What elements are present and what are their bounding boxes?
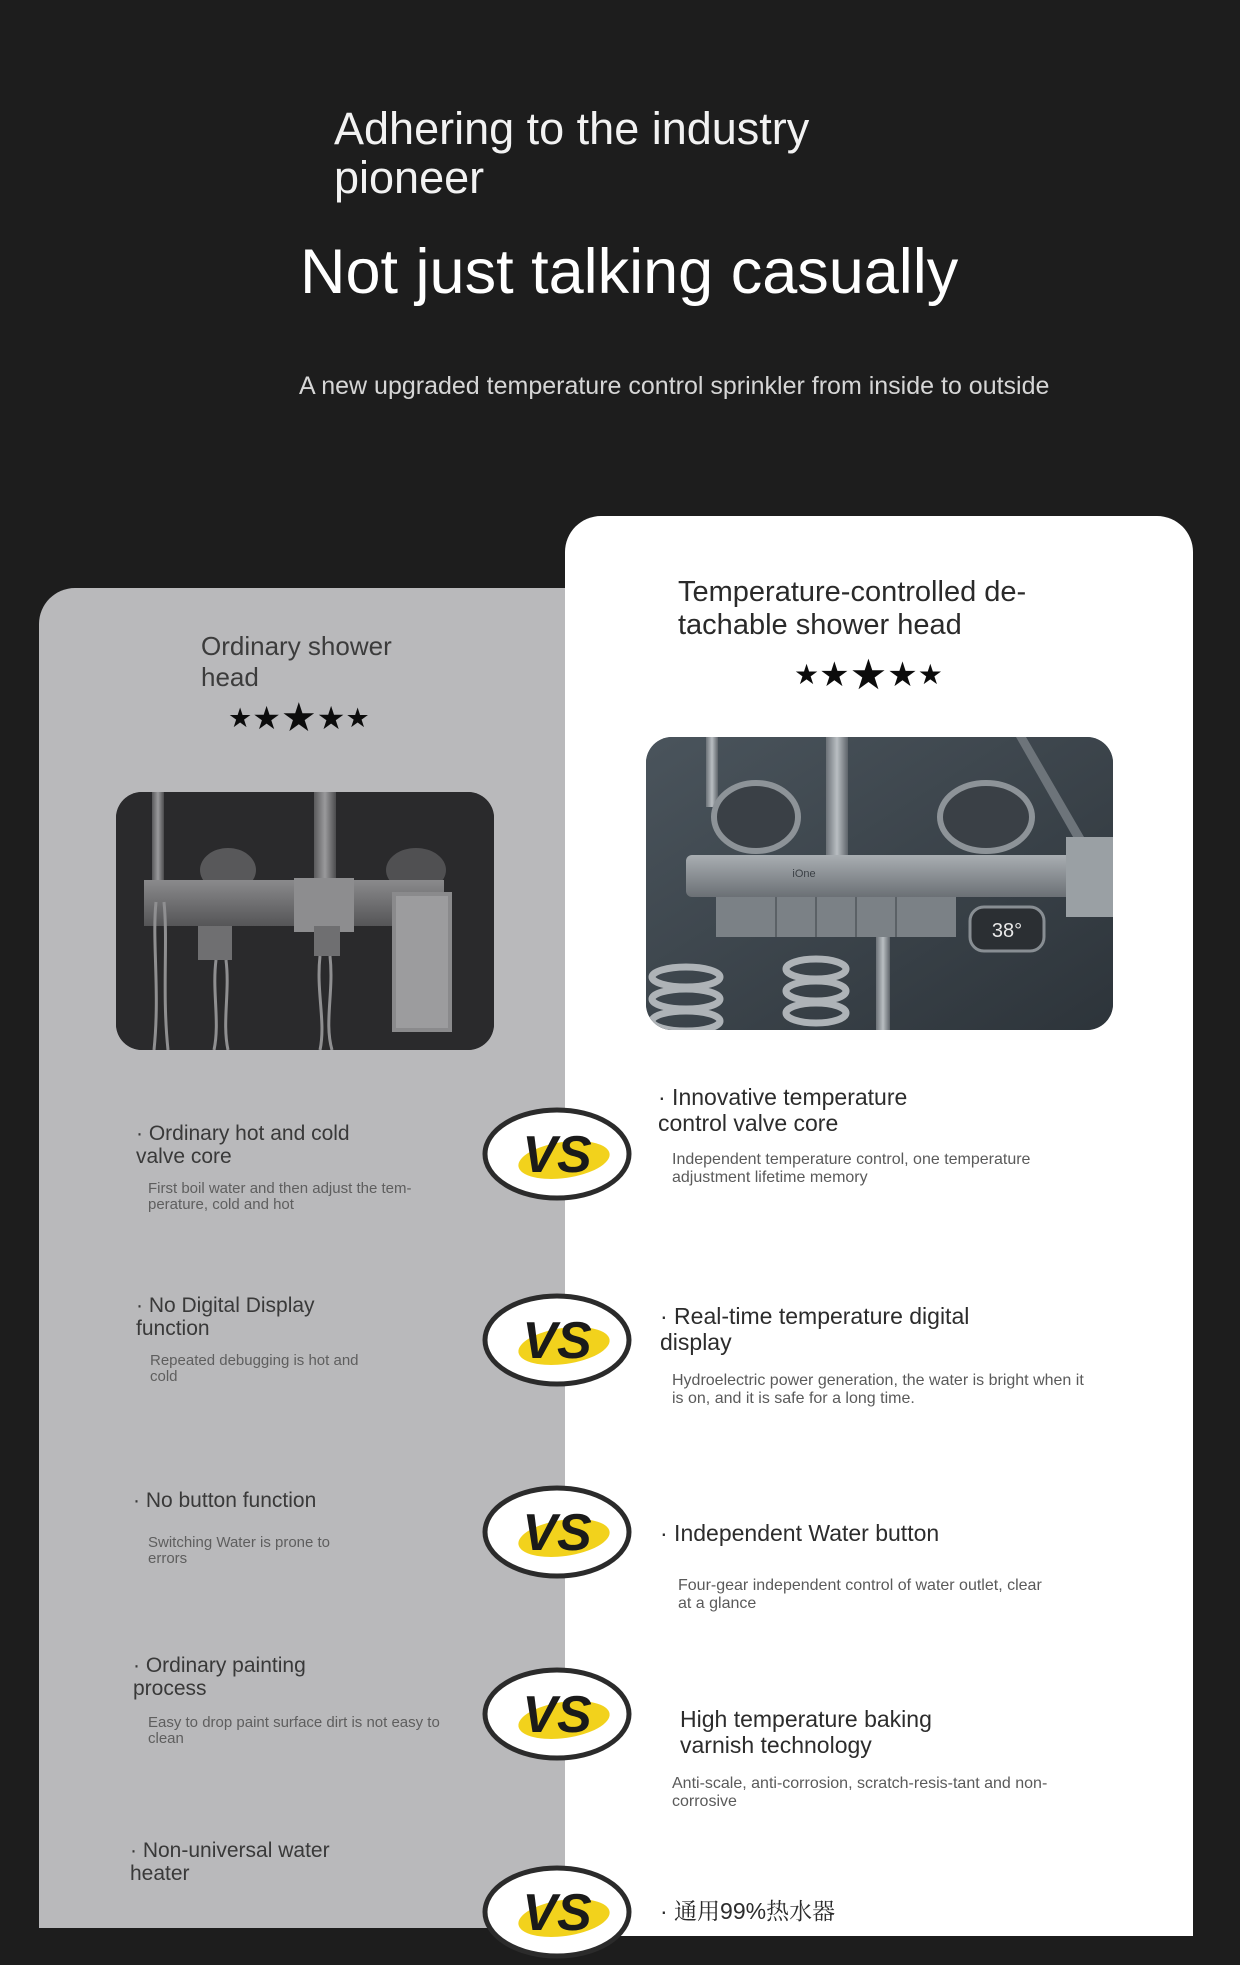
temperature-controlled-feature-title: · 通用99%热水器 <box>660 1898 836 1924</box>
temperature-controlled-feature-title: High temperature baking varnish technology <box>680 1706 932 1758</box>
ordinary-title: Ordinary shower head <box>201 631 392 692</box>
vs-badge <box>482 1292 632 1388</box>
ordinary-feature-title: · Ordinary hot and cold valve core <box>136 1122 350 1168</box>
temperature-controlled-title: Temperature-controlled de-tachable shower head <box>678 576 1027 641</box>
ordinary-faucet-illustration <box>116 792 494 1050</box>
star-icon: ★ <box>316 700 346 736</box>
vs-icon <box>482 1106 632 1202</box>
star-icon: ★ <box>228 702 253 733</box>
temperature-controlled-feature-title: · Innovative temperature control valve core <box>658 1084 908 1136</box>
header-subtitle: A new upgraded temperature control sprinkler from inside to outside <box>299 372 1050 400</box>
vs-icon <box>482 1484 632 1580</box>
vs-label: VS <box>522 1686 592 1744</box>
temperature-controlled-feature-desc: Hydroelectric power generation, the water is bright when it is on, and it is safe for a long time. <box>672 1372 1084 1407</box>
ordinary-feature-title: · No button function <box>133 1489 317 1512</box>
ordinary-feature-title: · Non-universal water heater <box>130 1839 330 1885</box>
star-icon: ★ <box>819 655 850 694</box>
vs-label: VS <box>522 1884 592 1942</box>
temperature-controlled-feature-desc: Anti-scale, anti-corrosion, scratch-resis-tant and non-corrosive <box>672 1775 1048 1810</box>
vs-badge <box>482 1484 632 1580</box>
ordinary-feature-desc: First boil water and then adjust the tem-perature, cold and hot <box>148 1180 412 1213</box>
thermostatic-faucet-illustration <box>646 737 1113 1030</box>
vs-badge <box>482 1106 632 1202</box>
vs-badge <box>482 1666 632 1762</box>
header-headline: Not just talking casually <box>300 237 959 307</box>
temperature-controlled-feature-desc: Four-gear independent control of water outlet, clear at a glance <box>678 1577 1042 1612</box>
temperature-controlled-feature-title: · Real-time temperature digital display <box>660 1303 970 1355</box>
temperature-controlled-feature-title: · Independent Water button <box>660 1520 940 1546</box>
ordinary-feature-title: · No Digital Display function <box>136 1294 315 1340</box>
star-icon: ★ <box>849 651 888 698</box>
ordinary-rating <box>228 695 370 741</box>
star-icon: ★ <box>917 659 943 690</box>
vs-badge <box>482 1864 632 1960</box>
temperature-display-reading: 38° <box>991 920 1023 942</box>
brand-mark: iOne <box>792 868 816 880</box>
temperature-controlled-shower-photo <box>646 737 1113 1030</box>
vs-label: VS <box>522 1312 592 1370</box>
star-icon: ★ <box>794 659 820 690</box>
ordinary-feature-desc: Repeated debugging is hot and cold <box>150 1352 359 1385</box>
header-line1: Adhering to the industry pioneer <box>334 103 810 203</box>
vs-icon <box>482 1864 632 1960</box>
ordinary-feature-desc: Switching Water is prone to errors <box>148 1534 331 1567</box>
ordinary-feature-title: · Ordinary painting process <box>133 1654 306 1700</box>
star-icon: ★ <box>345 702 370 733</box>
temperature-controlled-rating <box>794 650 943 699</box>
temperature-controlled-feature-desc: Independent temperature control, one temperature adjustment lifetime memory <box>672 1151 1031 1186</box>
star-icon: ★ <box>252 700 281 736</box>
vs-label: VS <box>522 1504 592 1562</box>
vs-icon <box>482 1666 632 1762</box>
vs-label: VS <box>522 1126 592 1184</box>
vs-icon <box>482 1292 632 1388</box>
ordinary-shower-photo <box>116 792 494 1050</box>
star-icon: ★ <box>280 696 317 740</box>
star-icon: ★ <box>887 655 918 694</box>
ordinary-feature-desc: Easy to drop paint surface dirt is not easy to clean <box>148 1714 440 1747</box>
